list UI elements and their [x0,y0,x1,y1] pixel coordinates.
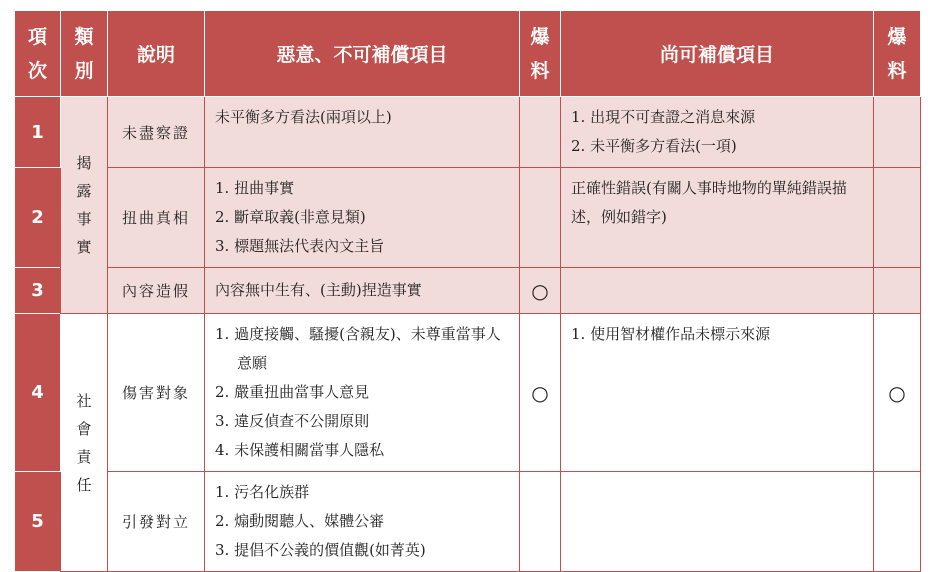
expose-mark-compensable [874,268,921,314]
table-row [15,472,921,572]
criteria-table [14,10,921,572]
malicious-cell [205,472,520,572]
header-category: 類 別 [61,11,108,97]
expose-mark-compensable [874,97,921,168]
row-number: 2 [15,168,61,268]
expose-mark-malicious [520,97,561,168]
malicious-item: 2. 斷章取義(非意見類) [215,208,366,226]
malicious-item: 1. 過度接觸、騷擾(含親友)、未尊重當事人意願 [215,325,501,372]
header-row [15,11,921,97]
malicious-item: 3. 違反偵查不公開原則 [215,412,370,430]
compensable-item: 1. 出現不可查證之消息來源 [571,108,756,126]
table-row [15,268,921,314]
malicious-item: 未平衡多方看法(兩項以上) [215,108,392,126]
expose-mark-malicious: ○ [520,314,561,472]
expose-mark-malicious [520,472,561,572]
malicious-item: 2. 煽動閱聽人、媒體公審 [215,512,385,530]
malicious-cell [205,168,520,268]
row-description: 內容造假 [108,268,205,314]
header-expose-1: 爆 料 [520,11,561,97]
compensable-cell [561,268,874,314]
row-description: 扭曲真相 [108,168,205,268]
malicious-item: 1. 扭曲事實 [215,179,295,197]
compensable-cell [561,97,874,168]
table-row [15,97,921,168]
malicious-cell [205,314,520,472]
header-description: 說明 [108,11,205,97]
compensable-item: 正確性錯誤(有關人事時地物的單純錯誤描述，例如錯字) [571,179,847,226]
malicious-item: 1. 污名化族群 [215,483,310,501]
table-row [15,168,921,268]
row-description: 未盡察證 [108,97,205,168]
malicious-item: 內容無中生有、(主動)捏造事實 [215,281,422,299]
malicious-cell [205,268,520,314]
row-description: 傷害對象 [108,314,205,472]
row-number: 1 [15,97,61,168]
header-compensable-items: 尚可補償項目 [561,11,874,97]
expose-mark-malicious [520,168,561,268]
compensable-item: 1. 使用智材權作品未標示來源 [571,325,771,343]
compensable-cell [561,314,874,472]
malicious-item: 4. 未保護相關當事人隱私 [215,441,385,459]
category-social-responsibility: 社 會 責 任 [61,314,108,572]
category-fact-reveal: 揭 露 事 實 [61,97,108,314]
expose-mark-compensable [874,168,921,268]
header-expose-2: 爆 料 [874,11,921,97]
row-number: 5 [15,472,61,572]
row-description: 引發對立 [108,472,205,572]
malicious-item: 3. 提倡不公義的價值觀(如菁英) [215,541,426,559]
header-malicious-items: 惡意、不可補償項目 [205,11,520,97]
compensable-cell [561,472,874,572]
compensable-item: 2. 未平衡多方看法(一項) [571,137,737,155]
compensable-cell [561,168,874,268]
row-number: 4 [15,314,61,472]
header-item-no: 項 次 [15,11,61,97]
expose-mark-compensable [874,472,921,572]
criteria-table-container [14,10,920,559]
malicious-item: 2. 嚴重扭曲當事人意見 [215,383,370,401]
expose-mark-malicious: ○ [520,268,561,314]
row-number: 3 [15,268,61,314]
malicious-item: 3. 標題無法代表內文主旨 [215,237,385,255]
malicious-cell [205,97,520,168]
table-row [15,314,921,472]
expose-mark-compensable: ○ [874,314,921,472]
